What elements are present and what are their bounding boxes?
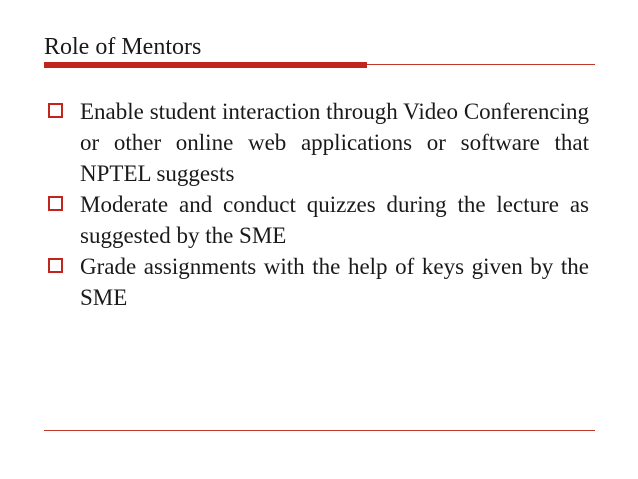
- bullet-item: [46, 189, 589, 251]
- hollow-square-bullet-icon: [48, 103, 63, 118]
- bullet-item: [46, 96, 589, 189]
- hollow-square-bullet-icon: [48, 258, 63, 273]
- bullet-text: Moderate and conduct quizzes during the lecture as suggested by the SME: [80, 192, 589, 248]
- slide-title: Role of Mentors: [44, 34, 202, 60]
- bullet-list: [46, 96, 589, 313]
- bullet-item: [46, 251, 589, 313]
- bullet-text: Enable student interaction through Video Conferencing or other online web applications or software that NPTEL suggests: [80, 99, 589, 186]
- footer-divider: [44, 430, 595, 431]
- bullet-text: Grade assignments with the help of keys given by the SME: [80, 254, 589, 310]
- title-underline-accent: [44, 62, 367, 68]
- hollow-square-bullet-icon: [48, 196, 63, 211]
